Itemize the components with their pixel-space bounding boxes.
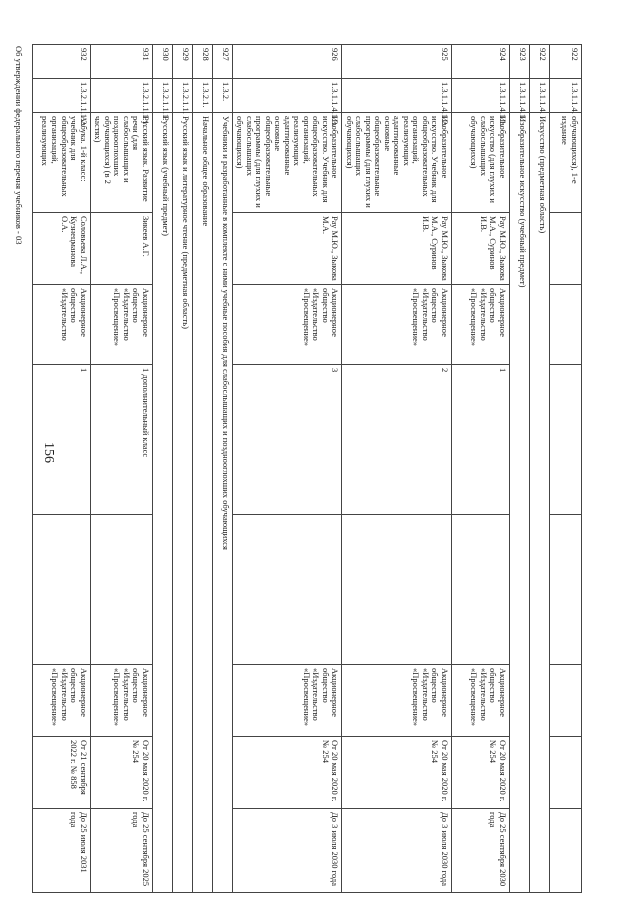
cell-publisher: Акционерное общество «Издательство — [32, 285, 90, 365]
section-row — [212, 45, 232, 893]
cell-name: Изобразительное искусство. Учебник для общеобразовательных организаций, реализующих адаптированные основные общеобразовательные программы (для глухих и слабослышащих обучающихся) — [342, 113, 452, 213]
cell-name: Изобразительное искусство. Учебник для общеобразовательных организаций, реализующих адаптированные основные общеобразовательные программы (для глухих и слабослышащих обучающихся) — [232, 113, 342, 213]
cell-title: Русский язык (учебный предмет) — [152, 113, 172, 893]
cell-order: От 21 сентября 2022 г. № 858 — [32, 737, 90, 809]
cell-num: 922 — [550, 45, 582, 79]
cell-name: обучающихся), 1-е издание — [550, 113, 582, 213]
section-row — [510, 45, 530, 893]
cell-grade — [550, 365, 582, 515]
cell-empty — [342, 515, 452, 665]
cell-num: 928 — [192, 45, 212, 79]
cell-code: 1.3.1.1.4. — [550, 79, 582, 113]
cell-grade: 2 — [342, 365, 452, 515]
cell-deadline: До 3 июля 2030 года — [342, 809, 452, 893]
section-row — [152, 45, 172, 893]
cell-order: От 20 мая 2020 г. № 254 — [452, 737, 510, 809]
cell-num: 924 — [452, 45, 510, 79]
cell-title: Изобразительное искусство (учебный предмет) — [510, 113, 530, 893]
cell-authors: Зикеев А.Г. — [90, 213, 152, 285]
cell-title: Искусство (предметная область) — [530, 113, 550, 893]
cell-empty — [452, 515, 510, 665]
cell-code: 1.3.2.1.1.1. — [152, 79, 172, 113]
cell-order: От 20 мая 2020 г. № 254 — [232, 737, 342, 809]
cell-num: 929 — [172, 45, 192, 79]
cell-publisher: Акционерное общество «Издательство «Просвещение» — [232, 285, 342, 365]
cell-deadline: До 25 июля 2031 года — [32, 809, 90, 893]
cell-num: 927 — [212, 45, 232, 79]
table-body — [32, 45, 581, 893]
cell-empty — [550, 515, 582, 665]
cell-publisher: Акционерное общество «Издательство «Просвещение» — [90, 285, 152, 365]
cell-grade: 1 — [452, 365, 510, 515]
cell-authors: Рау М.Ю., Зыкова М.А., Суринов И.В. — [452, 213, 510, 285]
cell-code: 1.3.2. — [212, 79, 232, 113]
cell-code: 1.3.1.1.4.1.3. — [232, 79, 342, 113]
cell-publisher — [550, 285, 582, 365]
cell-code: 1.3.1.1.4.1.1. — [452, 79, 510, 113]
table-row — [342, 45, 452, 893]
cell-authors: Соловьева Л.А., Кузнецманова О.А. — [32, 213, 90, 285]
cell-code: 1.3.2.1.1. — [172, 79, 192, 113]
table-row — [232, 45, 342, 893]
cell-code: 1.3.1.1.4.1.2. — [342, 79, 452, 113]
cell-code: 1.3.2.1. — [192, 79, 212, 113]
cell-num: 923 — [510, 45, 530, 79]
cell-title: Русский язык и литературное чтение (предметная область) — [172, 113, 192, 893]
cell-code: 1.3.2.1.1.1.1. — [90, 79, 152, 113]
cell-order: От 20 мая 2020 г. № 254 — [90, 737, 152, 809]
cell-title: Учебники и разработанные в комплекте с ними учебные пособия для слабослышащих и позднооглохших обучающихся — [212, 113, 232, 893]
cell-num: 931 — [90, 45, 152, 79]
cell-legal-entity: Акционерное общество «Издательство «Просвещение» — [90, 665, 152, 737]
table-row — [90, 45, 152, 893]
page-number: 156 — [41, 442, 56, 463]
cell-legal-entity — [550, 665, 582, 737]
table-row — [550, 45, 582, 893]
section-row — [530, 45, 550, 893]
cell-legal-entity: Акционерное общество «Издательство «Просвещение» — [342, 665, 452, 737]
cell-num: 922 — [530, 45, 550, 79]
section-row — [172, 45, 192, 893]
cell-deadline: До 3 июля 2030 года — [232, 809, 342, 893]
cell-deadline: До 25 сентября 2030 года — [452, 809, 510, 893]
table-row — [452, 45, 510, 893]
cell-name: Азбука. 1-й класс: учебник для общеобразовательных организаций, реализующих — [32, 113, 90, 213]
section-row — [192, 45, 212, 893]
cell-deadline — [550, 809, 582, 893]
cell-name: Русский язык. Развитие речи (для слабослышащих и позднооглохших обучающихся) (в 2 частях) — [90, 113, 152, 213]
cell-num: 926 — [232, 45, 342, 79]
cell-empty — [232, 515, 342, 665]
cell-authors — [550, 213, 582, 285]
cell-grade: 3 — [232, 365, 342, 515]
cell-order — [550, 737, 582, 809]
cell-grade: 1 дополнительный класс — [90, 365, 152, 515]
cell-publisher: Акционерное общество «Издательство «Просвещение» — [342, 285, 452, 365]
cell-grade: 1 — [32, 365, 90, 515]
cell-name: Изобразительное искусство (для глухих и слабослышащих обучающихся) — [452, 113, 510, 213]
cell-legal-entity: Акционерное общество «Издательство «Просвещение» — [232, 665, 342, 737]
cell-legal-entity: Акционерное общество «Издательство «Просвещение» — [452, 665, 510, 737]
cell-code: 1.3.2.1.1.1.2. — [32, 79, 90, 113]
footer-note: Об утверждении федерального перечня учебников - 03 — [14, 46, 24, 245]
cell-legal-entity: Акционерное общество «Издательство «Просвещение» — [32, 665, 90, 737]
cell-deadline: До 25 сентября 2025 года — [90, 809, 152, 893]
cell-num: 925 — [342, 45, 452, 79]
cell-title: Начальное общее образование — [192, 113, 212, 893]
textbook-list-table — [32, 44, 582, 893]
cell-authors: Рау М.Ю., Зыкова М.А., Суринов И.В. — [342, 213, 452, 285]
cell-code: 1.3.1.1.4. — [530, 79, 550, 113]
cell-num: 932 — [32, 45, 90, 79]
cell-publisher: Акционерное общество «Издательство «Просвещение» — [452, 285, 510, 365]
cell-num: 930 — [152, 45, 172, 79]
cell-authors: Рау М.Ю., Зыкова М.А. — [232, 213, 342, 285]
cell-empty — [90, 515, 152, 665]
cell-order: От 20 мая 2020 г. № 254 — [342, 737, 452, 809]
cell-code: 1.3.1.1.4.1. — [510, 79, 530, 113]
